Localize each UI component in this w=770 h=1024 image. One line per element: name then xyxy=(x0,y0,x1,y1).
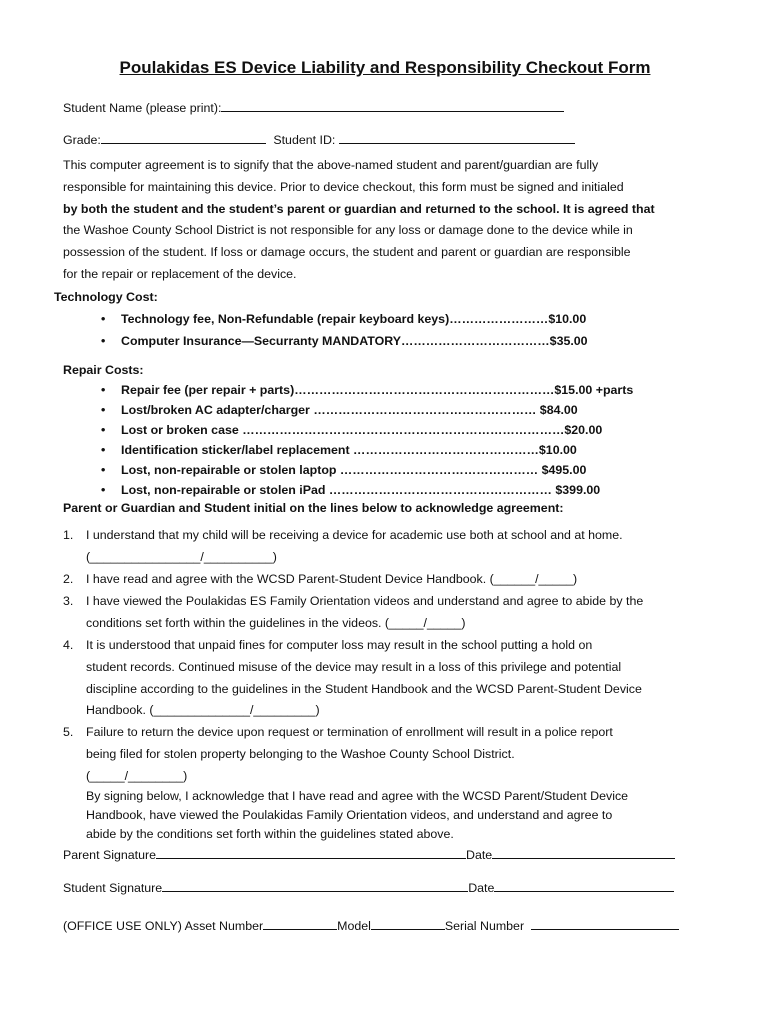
student-signature-row xyxy=(63,878,674,895)
date-label: Date xyxy=(466,848,493,862)
repair-cost-item: • Identification sticker/label replacement ………………………………………$10.00 xyxy=(101,443,577,457)
agreement-line: possession of the student. If loss or damage occurs, the student and parent or guardian are responsible xyxy=(63,245,631,260)
agreement-paragraph xyxy=(63,155,713,286)
grade-label: Grade: xyxy=(63,133,101,147)
grade-field[interactable] xyxy=(101,130,266,144)
student-name-field[interactable] xyxy=(221,98,564,112)
asset-number-field[interactable] xyxy=(263,916,337,930)
agreement-line: responsible for maintaining this device. Prior to device checkout, this form must be signed and initialed xyxy=(63,179,624,194)
closing-paragraph: By signing below, I acknowledge that I have read and agree with the WCSD Parent/Student Device Handbook, have viewed the Poulakidas Family Orientation videos, and understand and agree to abide by the conditions set forth within the guidelines stated above. xyxy=(86,789,629,841)
statement-item: 4. It is understood that unpaid fines for computer loss may result in the school putting a hold on student records. Continued misuse of the device may result in a loss of this privilege and potential discipline according to the guidelines in the Student Handbook and the WCSD Parent-Student Device Handbook. (______________/_________) xyxy=(63,638,642,718)
agreement-line: for the repair or replacement of the device. xyxy=(63,266,297,281)
repair-cost-item: • Lost, non-repairable or stolen iPad ……………………………………………… $399.00 xyxy=(101,483,601,497)
office-use-row xyxy=(63,916,679,933)
statement-item: 5. Failure to return the device upon request or termination of enrollment will result in a police report being filed for stolen property belonging to the Washoe County School District. (_____/________) xyxy=(63,725,613,783)
student-name-label: Student Name (please print): xyxy=(63,101,222,115)
bullet-icon: • xyxy=(101,403,106,417)
repair-costs-heading: Repair Costs: xyxy=(63,363,144,377)
technology-cost-item: • Technology fee, Non-Refundable (repair keyboard keys)……………………$10.00 xyxy=(101,312,587,326)
parent-signature-row xyxy=(63,845,675,862)
statement-item: 2. I have read and agree with the WCSD Parent-Student Device Handbook. (______/_____) xyxy=(63,572,578,586)
parent-signature-label: Parent Signature xyxy=(63,848,156,862)
student-id-label: Student ID: xyxy=(273,133,336,147)
agreement-line: This computer agreement is to signify that the above-named student and parent/guardian are fully xyxy=(63,158,599,172)
grade-id-row xyxy=(63,130,575,147)
technology-cost-item: • Computer Insurance—Securranty MANDATORY………………………………$35.00 xyxy=(101,334,588,348)
bullet-icon: • xyxy=(101,463,106,477)
agreement-line: the Washoe County School District is not responsible for any loss or damage done to the device while in xyxy=(63,223,633,238)
parent-signature-field[interactable] xyxy=(156,845,466,859)
acknowledge-heading: Parent or Guardian and Student initial on the lines below to acknowledge agreement: xyxy=(63,501,564,515)
bullet-icon: • xyxy=(101,312,106,326)
bullet-icon: • xyxy=(101,383,106,397)
student-date-field[interactable] xyxy=(494,878,674,892)
repair-cost-item: • Lost or broken case ……………………………………………………………………$20.00 xyxy=(101,423,603,437)
agreement-line: by both the student and the student’s parent or guardian and returned to the school. It is agreed that xyxy=(63,201,655,216)
repair-cost-item: • Lost/broken AC adapter/charger ……………………………………………… $84.00 xyxy=(101,403,578,417)
statement-item: 1. I understand that my child will be receiving a device for academic use both at school and at home. (________________/__________) xyxy=(63,525,723,569)
initials-field[interactable]: (________________/__________) xyxy=(86,549,277,564)
student-name-row xyxy=(63,98,564,115)
date-label: Date xyxy=(468,881,495,895)
bullet-icon: • xyxy=(101,483,106,497)
technology-cost-heading: Technology Cost: xyxy=(54,290,158,304)
statement-item: 3. I have viewed the Poulakidas ES Family Orientation videos and understand and agree to abide by the conditions set forth within the guidelines in the videos. (_____/_____) xyxy=(63,594,644,630)
model-field[interactable] xyxy=(371,916,445,930)
parent-date-field[interactable] xyxy=(492,845,675,859)
model-label: Model xyxy=(337,919,371,933)
bullet-icon: • xyxy=(101,443,106,457)
serial-number-field[interactable] xyxy=(531,916,679,930)
bullet-icon: • xyxy=(101,334,106,348)
repair-cost-item: • Repair fee (per repair + parts)………………………………………………………$15.00 +parts xyxy=(101,383,634,397)
asset-number-label: (OFFICE USE ONLY) Asset Number xyxy=(63,919,264,933)
serial-number-label: Serial Number xyxy=(444,919,525,933)
bullet-icon: • xyxy=(101,423,106,437)
student-signature-field[interactable] xyxy=(162,878,468,892)
student-signature-label: Student Signature xyxy=(63,881,163,895)
repair-cost-item: • Lost, non-repairable or stolen laptop ………………………………………… $495.00 xyxy=(101,463,587,477)
form-title: Poulakidas ES Device Liability and Responsibility Checkout Form xyxy=(119,58,651,77)
student-id-field[interactable] xyxy=(339,130,575,144)
